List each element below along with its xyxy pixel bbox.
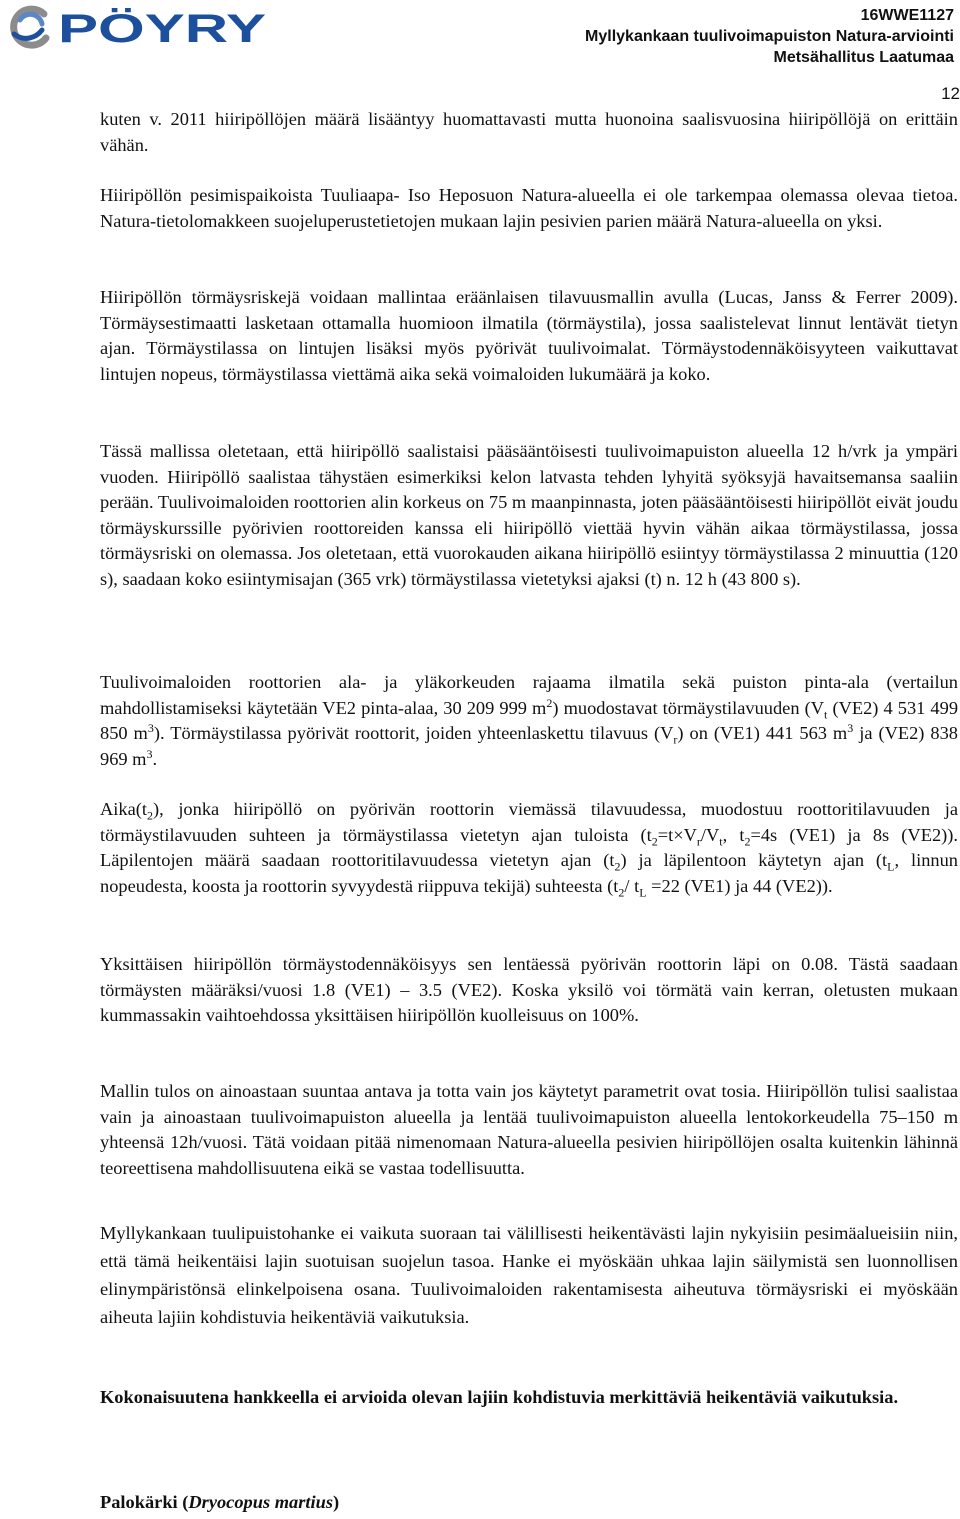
document-id: 16WWE1127 xyxy=(860,7,954,24)
paragraph-9: Myllykankaan tuulipuistohanke ei vaikuta suoraan tai välillisesti heikentävästi lajin nykyisiin pesimäalueisiin niin, että tämä heikentäisi lajin suotuisan suojelun tasoa. Hanke ei myöskään uhkaa lajin säilymistä sen luonnollisen elinympäristönsä elinkelpoisena osana. Tuulivoimaloiden rakentamisesta aiheutuva törmäysriski ei myöskään aiheuta lajiin kohdistuvia heikentäviä vaikutuksia. xyxy=(100,1223,958,1327)
paragraph-5: Tuulivoimaloiden roottorien ala- ja yläkorkeuden rajaama ilmatila sekä puiston pinta-ala (vertailun mahdollistamiseksi käytetään VE2 pinta-alaa, 30 209 999 $m^2$) muodostavat törmäystilavuuden ($V_t$ (VE2) 4 531 499 850 $m^3$). Törmäystilassa pyörivät roottorit, joiden yhteenlaskettu tilavuus $(V_r)$ on (VE1) 441 563 $m^3$ ja (VE2) 838 969 $m^3$. xyxy=(100,672,959,769)
conclusion-paragraph: Kokonaisuutena hankkeella ei arvioida olevan lajiin kohdistuvia merkittäviä heikentäviä vaikutuksia. xyxy=(100,1387,899,1407)
paragraph-1: kuten v. 2011 hiiripöllöjen määrä lisääntyy huomattavasti mutta huonoina saalisvuosina hiiripöllöjä on erittäin vähän. xyxy=(100,109,958,155)
paragraph-3: Hiiripöllön törmäysriskejä voidaan mallintaa eräänlaisen tilavuusmallin avulla (Lucas, Janss & Ferrer 2009). Törmäysestimaatti lasketaan ottamalla huomioon ilmatila (törmäystila), jossa saalistelevat linnut lentävät tietyn ajan. Törmäystilassa on lintujen lisäksi myös pyörivät tuulivoimalat. Törmäystodennäköisyyteen vaikuttavat lintujen nopeus, törmäystilassa viettämä aika sekä voimaloiden lukumäärä ja koko. xyxy=(100,287,958,384)
paragraph-8: Mallin tulos on ainoastaan suuntaa antava ja totta vain jos käytetyt parametrit ovat tosia. Hiiripöllön tulisi saalistaa vain ja ainoastaan tuulivoimapuiston alueella ja lentää tuulivoimapuiston alueella lentokorkeudella 75–150 m yhteensä 12h/vuosi. Tätä voidaan pitää nimenomaan Natura-alueella pesivien hiiripöllöjen osalta kuitenkin lähinnä teoreettisena mahdollisuutena eikä se vastaa todellisuutta. xyxy=(100,1081,958,1178)
document-client: Metsähallitus Laatumaa xyxy=(773,49,954,66)
page-number: 12 xyxy=(941,84,960,103)
logo-wordmark: PÖYRY xyxy=(58,7,197,51)
logo-swirl-icon xyxy=(14,9,46,45)
paragraph-4: Tässä mallissa oletetaan, että hiiripöllö saalistaisi pääsääntöisesti tuulivoimapuiston alueella 12 h/vrk ja ympäri vuoden. Hiiripöllö saalistaa tähystäen esimerkiksi kelon latvasta tehden lyhyitä syöksyjä havaitsemansa saaliin perään. Tuulivoimaloiden roottorien alin korkeus on 75 m maanpinnasta, joten pääsääntöisesti hiiripöllöt eivät joudu törmäyskurssille pyörivien roottoreiden kanssa eli hiiripöllö viettää hyvin vähän aikaa törmäystilassa, jossa törmäysriski on olemassa. Jos oletetaan, että vuorokauden aikana hiiripöllö esiintyy törmäystilassa 2 minuuttia (120 s), saadaan koko esiintymisajan (365 vrk) törmäystilassa vietetyksi ajaksi (t) n. 12 h (43 800 s). xyxy=(100,441,958,589)
paragraph-6: $Aika(t_2)$, jonka hiiripöllö on pyörivän roottorin viemässä tilavuudessa, muodostuu roottoritilavuuden ja törmäystilavuuden suhteen ja törmäystilassa vietetyn ajan tuloista ($t_2=t\times V_r/V_t$, $t_2=4s$ (VE1) ja 8s (VE2)). Läpilentojen määrä saadaan roottoritilavuudessa vietetyn ajan $(t_2)$ ja läpilentoon käytetyn ajan ($t_L$, linnun nopeudesta, koosta ja roottorin syvyydestä riippuva tekijä) suhteesta ($t_2/$ $t_L =22$ (VE1) ja 44 (VE2)). xyxy=(100,799,958,900)
section-heading-latin: Dryocopus martius xyxy=(188,1492,333,1512)
document-title: Myllykankaan tuulivoimapuiston Natura-arviointi xyxy=(585,28,954,45)
section-heading: Palokärki (Dryocopus martius) xyxy=(100,1492,340,1512)
paragraph-2: Hiiripöllön pesimispaikoista Tuuliaapa- Iso Heposuon Natura-alueella ei ole tarkempaa olemassa olevaa tietoa. Natura-tietolomakkeen suojeluperustetietojen mukaan lajin pesivien parien määrä Natura-alueella on yksi. xyxy=(100,185,958,231)
document-header-meta xyxy=(585,5,954,68)
poyry-logo xyxy=(6,4,268,52)
paragraph-7: Yksittäisen hiiripöllön törmäystodennäköisyys sen lentäessä pyörivän roottorin läpi on 0.08. Tästä saadaan törmäysten määräksi/vuosi 1.8 (VE1) – 3.5 (VE2). Koska yksilö voi törmätä vain kerran, oletusten mukaan kummassakin vaihtoehdossa yksittäisen hiiripöllön kuolleisuus on 100%. xyxy=(100,954,958,1025)
